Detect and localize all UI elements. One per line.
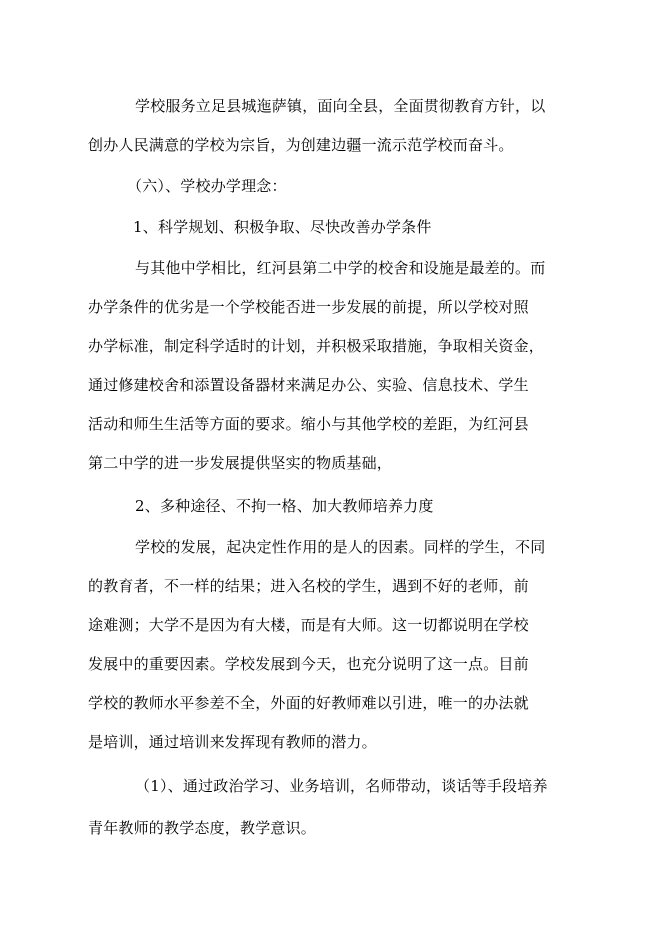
paragraph-3-line-5: 学校的教师水平参差不全，外面的好教师难以引进，唯一的办法就 <box>88 694 529 712</box>
paragraph-2-line-2: 办学条件的优劣是一个学校能否进一步发展的前提，所以学校对照 <box>88 298 529 316</box>
paragraph-4-line-1: （1）、通过政治学习、业务培训，名师带动，谈话等手段培养 <box>135 777 548 795</box>
section-heading-6: （六）、学校办学理念： <box>127 177 287 195</box>
paragraph-2-line-4: 通过修建校舍和添置设备器材来满足办公、实验、信息技术、学生 <box>88 376 529 394</box>
paragraph-3-line-4: 发展中的重要因素。学校发展到今天，也充分说明了这一点。目前 <box>88 655 529 673</box>
subheading-2: 2、多种途径、不拘一格、加大教师培养力度 <box>135 497 434 515</box>
paragraph-1-line-2: 创办人民满意的学校为宗旨，为创建边疆一流示范学校而奋斗。 <box>88 136 514 154</box>
paragraph-2-line-5: 活动和师生生活等方面的要求。缩小与其他学校的差距，为红河县 <box>88 415 529 433</box>
paragraph-2-line-6: 第二中学的进一步发展提供坚实的物质基础， <box>88 454 393 472</box>
paragraph-3-line-2: 的教育者，不一样的结果；进入名校的学生，遇到不好的老师，前 <box>88 577 529 595</box>
paragraph-2-line-1: 与其他中学相比，红河县第二中学的校舍和设施是最差的。而 <box>135 259 546 277</box>
paragraph-1-line-1: 学校服务立足县城迤萨镇，面向全县，全面贯彻教育方针，以 <box>135 97 546 115</box>
paragraph-3-line-1: 学校的发展，起决定性作用的是人的因素。同样的学生，不同 <box>135 538 546 556</box>
paragraph-4-line-2: 青年教师的教学态度，教学意识。 <box>88 819 317 837</box>
paragraph-3-line-6: 是培训，通过培训来发挥现有教师的潜力。 <box>88 733 377 751</box>
paragraph-3-line-3: 途难测；大学不是因为有大楼，而是有大师。这一切都说明在学校 <box>88 616 529 634</box>
subheading-1: 1、科学规划、积极争取、尽快改善办学条件 <box>133 218 432 236</box>
paragraph-2-line-3: 办学标准，制定科学适时的计划，并积极采取措施，争取相关资金， <box>88 337 545 355</box>
